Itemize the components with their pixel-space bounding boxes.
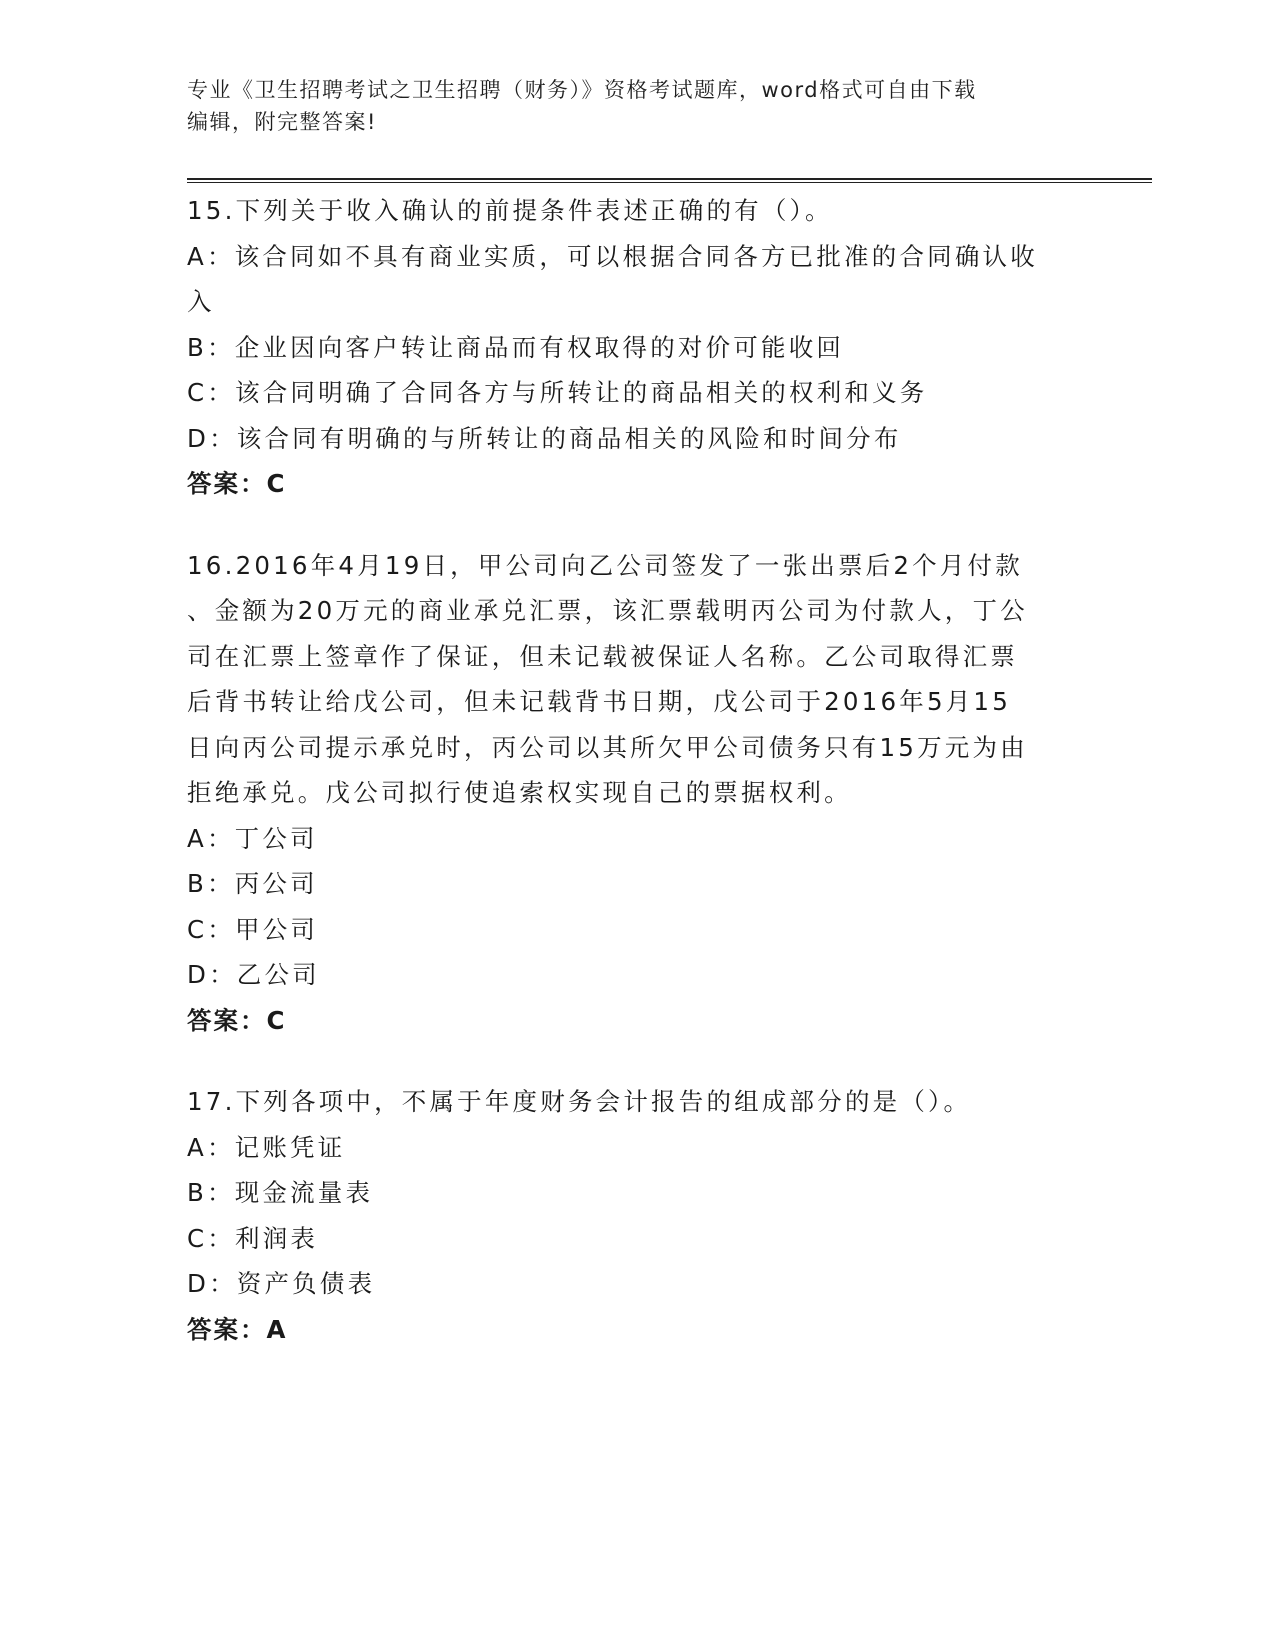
header-divider-thick — [187, 178, 1152, 180]
question-stem: 、金额为20万元的商业承兑汇票，该汇票载明丙公司为付款人，丁公 — [187, 596, 1028, 625]
question-17 — [187, 1079, 1087, 1352]
header-line-2: 编辑，附完整答案! — [187, 110, 377, 134]
question-15 — [187, 188, 1087, 507]
option-b: B：丙公司 — [187, 869, 318, 898]
answer: 答案：A — [187, 1314, 288, 1344]
question-stem: 拒绝承兑。戊公司拟行使追索权实现自己的票据权利。 — [187, 778, 852, 807]
question-16 — [187, 543, 1087, 1044]
option-c: C：甲公司 — [187, 914, 319, 944]
answer: 答案：C — [187, 1005, 287, 1035]
document-header — [187, 74, 1087, 138]
question-stem: 日向丙公司提示承兑时，丙公司以其所欠甲公司债务只有15万元为由 — [187, 732, 1028, 762]
option-c: C：利润表 — [187, 1223, 319, 1253]
option-b: B：现金流量表 — [187, 1178, 374, 1207]
option-a: A：记账凭证 — [187, 1132, 346, 1162]
question-list — [187, 188, 1087, 1388]
question-stem: 司在汇票上签章作了保证，但未记载被保证人名称。乙公司取得汇票 — [187, 641, 1018, 671]
option-text: 入 — [187, 287, 215, 316]
header-divider-thin — [187, 182, 1152, 183]
option-d: D：该合同有明确的与所转让的商品相关的风险和时间分布 — [187, 423, 902, 453]
option-c: C：该合同明确了合同各方与所转让的商品相关的权利和义务 — [187, 378, 928, 407]
answer: 答案：C — [187, 469, 287, 498]
option-b: B：企业因向客户转让商品而有权取得的对价可能收回 — [187, 332, 845, 362]
header-line-1: 专业《卫生招聘考试之卫生招聘（财务）》资格考试题库，word格式可自由下载 — [187, 78, 977, 102]
question-stem: 15.下列关于收入确认的前提条件表述正确的有（）。 — [187, 196, 833, 225]
question-stem: 后背书转让给戊公司，但未记载背书日期，戊公司于2016年5月15 — [187, 687, 1012, 716]
option-a — [187, 234, 1087, 325]
option-text: A：该合同如不具有商业实质，可以根据合同各方已批准的合同确认收 — [187, 241, 1038, 271]
option-d: D：资产负债表 — [187, 1269, 376, 1298]
option-d: D：乙公司 — [187, 960, 320, 989]
question-stem: 16.2016年4月19日，甲公司向乙公司签发了一张出票后2个月付款 — [187, 550, 1023, 580]
option-a: A：丁公司 — [187, 823, 318, 853]
question-stem: 17.下列各项中，不属于年度财务会计报告的组成部分的是（）。 — [187, 1087, 972, 1116]
